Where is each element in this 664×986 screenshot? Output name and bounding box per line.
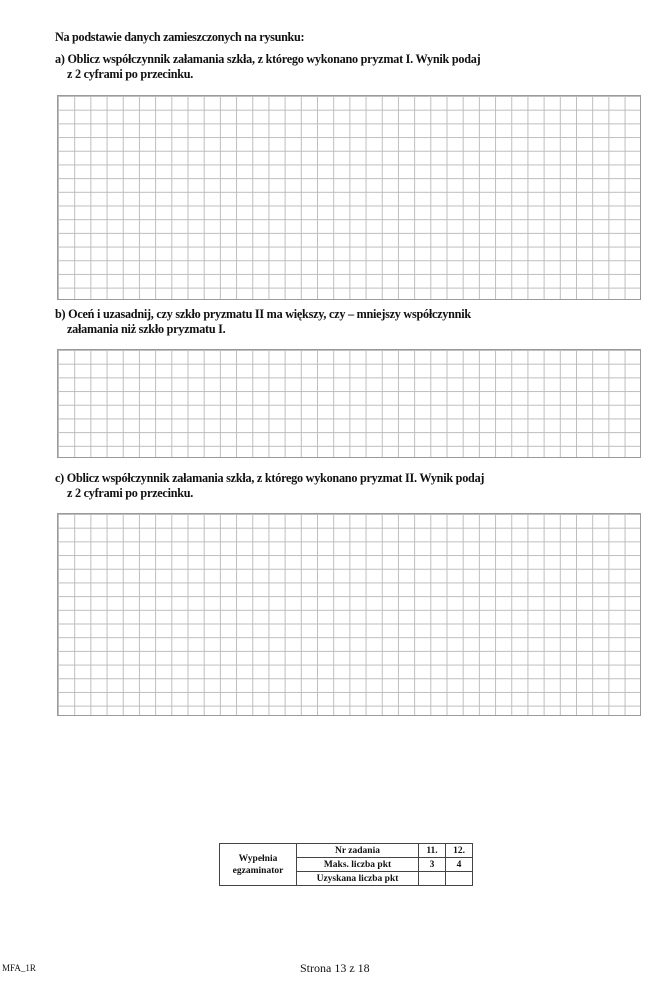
examiner-fill-cell: [220, 844, 297, 886]
task-number-label: Nr zadania: [297, 844, 419, 858]
max-points-label: Maks. liczba pkt: [297, 858, 419, 872]
task-11-number: 11.: [419, 844, 446, 858]
earned-points-11[interactable]: [419, 872, 446, 886]
answer-grid-c[interactable]: [57, 513, 641, 716]
max-points-12: 4: [446, 858, 473, 872]
question-a-line-1: a) Oblicz współczynnik załamania szkła, z którego wykonano pryzmat I. Wynik podaj: [55, 52, 481, 66]
task-12-number: 12.: [446, 844, 473, 858]
page-number: Strona 13 z 18: [300, 961, 370, 975]
question-c-line-2: z 2 cyframi po przecinku.: [67, 485, 194, 500]
question-c: [55, 471, 645, 500]
question-c-line-1: c) Oblicz współczynnik załamania szkła, z którego wykonano pryzmat II. Wynik podaj: [55, 471, 485, 485]
exam-code: MFA_1R: [2, 963, 36, 973]
examiner-label-2: egzaminator: [232, 865, 284, 876]
examiner-label-1: Wypełnia: [238, 853, 278, 864]
earned-points-label: Uzyskana liczba pkt: [297, 872, 419, 886]
max-points-11: 3: [419, 858, 446, 872]
question-b-line-2: załamania niż szkło pryzmatu I.: [67, 321, 226, 336]
question-b-line-1: b) Oceń i uzasadnij, czy szkło pryzmatu II ma większy, czy – mniejszy współczynnik: [55, 307, 471, 321]
intro-text: Na podstawie danych zamieszczonych na rysunku:: [55, 30, 305, 44]
earned-points-12[interactable]: [446, 872, 473, 886]
answer-grid-a[interactable]: [57, 95, 641, 300]
score-table: [219, 843, 473, 886]
question-a: [55, 52, 645, 81]
answer-grid-b[interactable]: [57, 349, 641, 458]
question-b: [55, 307, 645, 336]
question-a-line-2: z 2 cyframi po przecinku.: [67, 66, 194, 81]
